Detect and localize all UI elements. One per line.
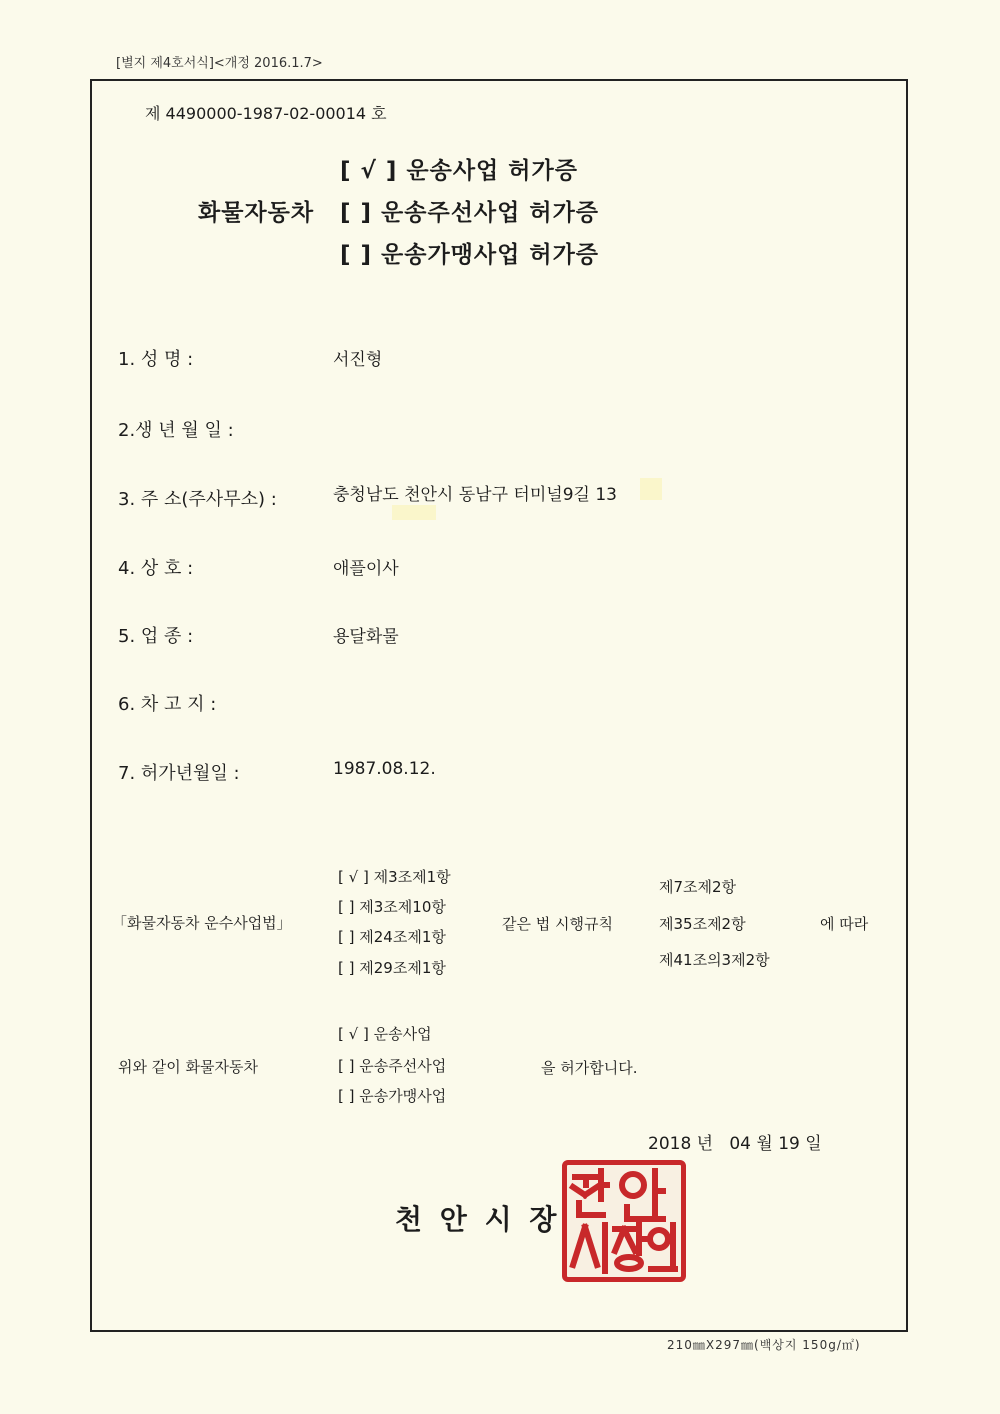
issue-year: 2018 bbox=[648, 1134, 692, 1154]
title-prefix: 화물자동차 bbox=[198, 200, 315, 226]
issue-year-unit: 년 bbox=[696, 1134, 714, 1154]
act-name: 「화물자동차 운수사업법」 bbox=[112, 914, 292, 932]
article-check-mark: [ ] bbox=[338, 959, 355, 977]
article-item bbox=[338, 957, 446, 978]
title-option-franchise bbox=[340, 236, 599, 269]
form-header: [별지 제4호서식]<개정 2016.1.7> bbox=[116, 56, 323, 71]
issue-date bbox=[648, 1129, 822, 1154]
rule-article: 제7조제2항 bbox=[659, 878, 737, 896]
redaction-mark bbox=[640, 478, 662, 500]
permit-item-text: 운송사업 bbox=[373, 1025, 432, 1043]
article-text: 제3조제10항 bbox=[359, 898, 446, 916]
title-check-mark: [ √ ] bbox=[340, 158, 398, 184]
issue-month-unit: 월 bbox=[756, 1134, 773, 1154]
permit-check-mark: [ ] bbox=[338, 1087, 355, 1105]
issue-day: 19 bbox=[778, 1134, 800, 1154]
field-value-business-type: 용달화물 bbox=[333, 627, 399, 647]
permit-suffix: 을 허가합니다. bbox=[541, 1059, 638, 1077]
field-label-birthdate: 2.생 년 월 일 : bbox=[118, 420, 234, 441]
article-text: 제24조제1항 bbox=[359, 928, 446, 946]
permit-item-text: 운송가맹사업 bbox=[359, 1087, 447, 1105]
rule-article: 제35조제2항 bbox=[659, 915, 746, 933]
article-item bbox=[338, 866, 451, 887]
title-option-label: 운송가맹사업 허가증 bbox=[381, 242, 600, 268]
field-value-permit-date: 1987.08.12. bbox=[333, 759, 436, 779]
field-label-company: 4. 상 호 : bbox=[118, 558, 194, 579]
permit-lead: 위와 같이 화물자동차 bbox=[118, 1058, 258, 1076]
article-text: 제3조제1항 bbox=[373, 868, 451, 886]
law-suffix: 에 따라 bbox=[820, 915, 869, 933]
redaction-mark bbox=[392, 505, 436, 520]
rule-article: 제41조의3제2항 bbox=[659, 951, 770, 969]
permit-item bbox=[338, 1055, 446, 1076]
title-option-transport bbox=[340, 152, 578, 185]
field-label-business-type: 5. 업 종 : bbox=[118, 626, 194, 647]
permit-check-mark: [ ] bbox=[338, 1057, 355, 1075]
title-option-label: 운송주선사업 허가증 bbox=[381, 200, 600, 226]
field-label-address: 3. 주 소(주사무소) : bbox=[118, 489, 277, 510]
field-value-address: 충청남도 천안시 동남구 터미널9길 13 bbox=[333, 485, 617, 505]
permit-item bbox=[338, 1085, 446, 1106]
paper-spec: 210㎜X297㎜(백상지 150g/㎡) bbox=[667, 1338, 861, 1352]
article-check-mark: [ ] bbox=[338, 928, 355, 946]
permit-check-mark: [ √ ] bbox=[338, 1025, 369, 1043]
issuer-name: 천 안 시 장 bbox=[395, 1203, 561, 1236]
permit-number: 제 4490000-1987-02-00014 호 bbox=[145, 104, 387, 123]
article-check-mark: [ ] bbox=[338, 898, 355, 916]
article-check-mark: [ √ ] bbox=[338, 868, 369, 886]
issue-month: 04 bbox=[729, 1134, 751, 1154]
field-label-permit-date: 7. 허가년월일 : bbox=[118, 763, 240, 784]
seal-stamp-icon bbox=[567, 1165, 681, 1277]
official-seal bbox=[562, 1160, 686, 1282]
article-item bbox=[338, 926, 446, 947]
title-option-brokerage bbox=[340, 194, 599, 227]
title-check-mark: [ ] bbox=[340, 200, 373, 226]
permit-item bbox=[338, 1023, 432, 1044]
article-text: 제29조제1항 bbox=[359, 959, 446, 977]
title-check-mark: [ ] bbox=[340, 242, 373, 268]
permit-item-text: 운송주선사업 bbox=[359, 1057, 447, 1075]
article-item bbox=[338, 896, 446, 917]
enforcement-rule-label: 같은 법 시행규칙 bbox=[502, 915, 613, 933]
issue-day-unit: 일 bbox=[805, 1134, 822, 1154]
field-label-garage: 6. 차 고 지 : bbox=[118, 694, 217, 715]
field-value-name: 서진형 bbox=[333, 350, 383, 370]
title-option-label: 운송사업 허가증 bbox=[406, 158, 578, 184]
field-label-name: 1. 성 명 : bbox=[118, 349, 194, 370]
field-value-company: 애플이사 bbox=[333, 559, 399, 579]
